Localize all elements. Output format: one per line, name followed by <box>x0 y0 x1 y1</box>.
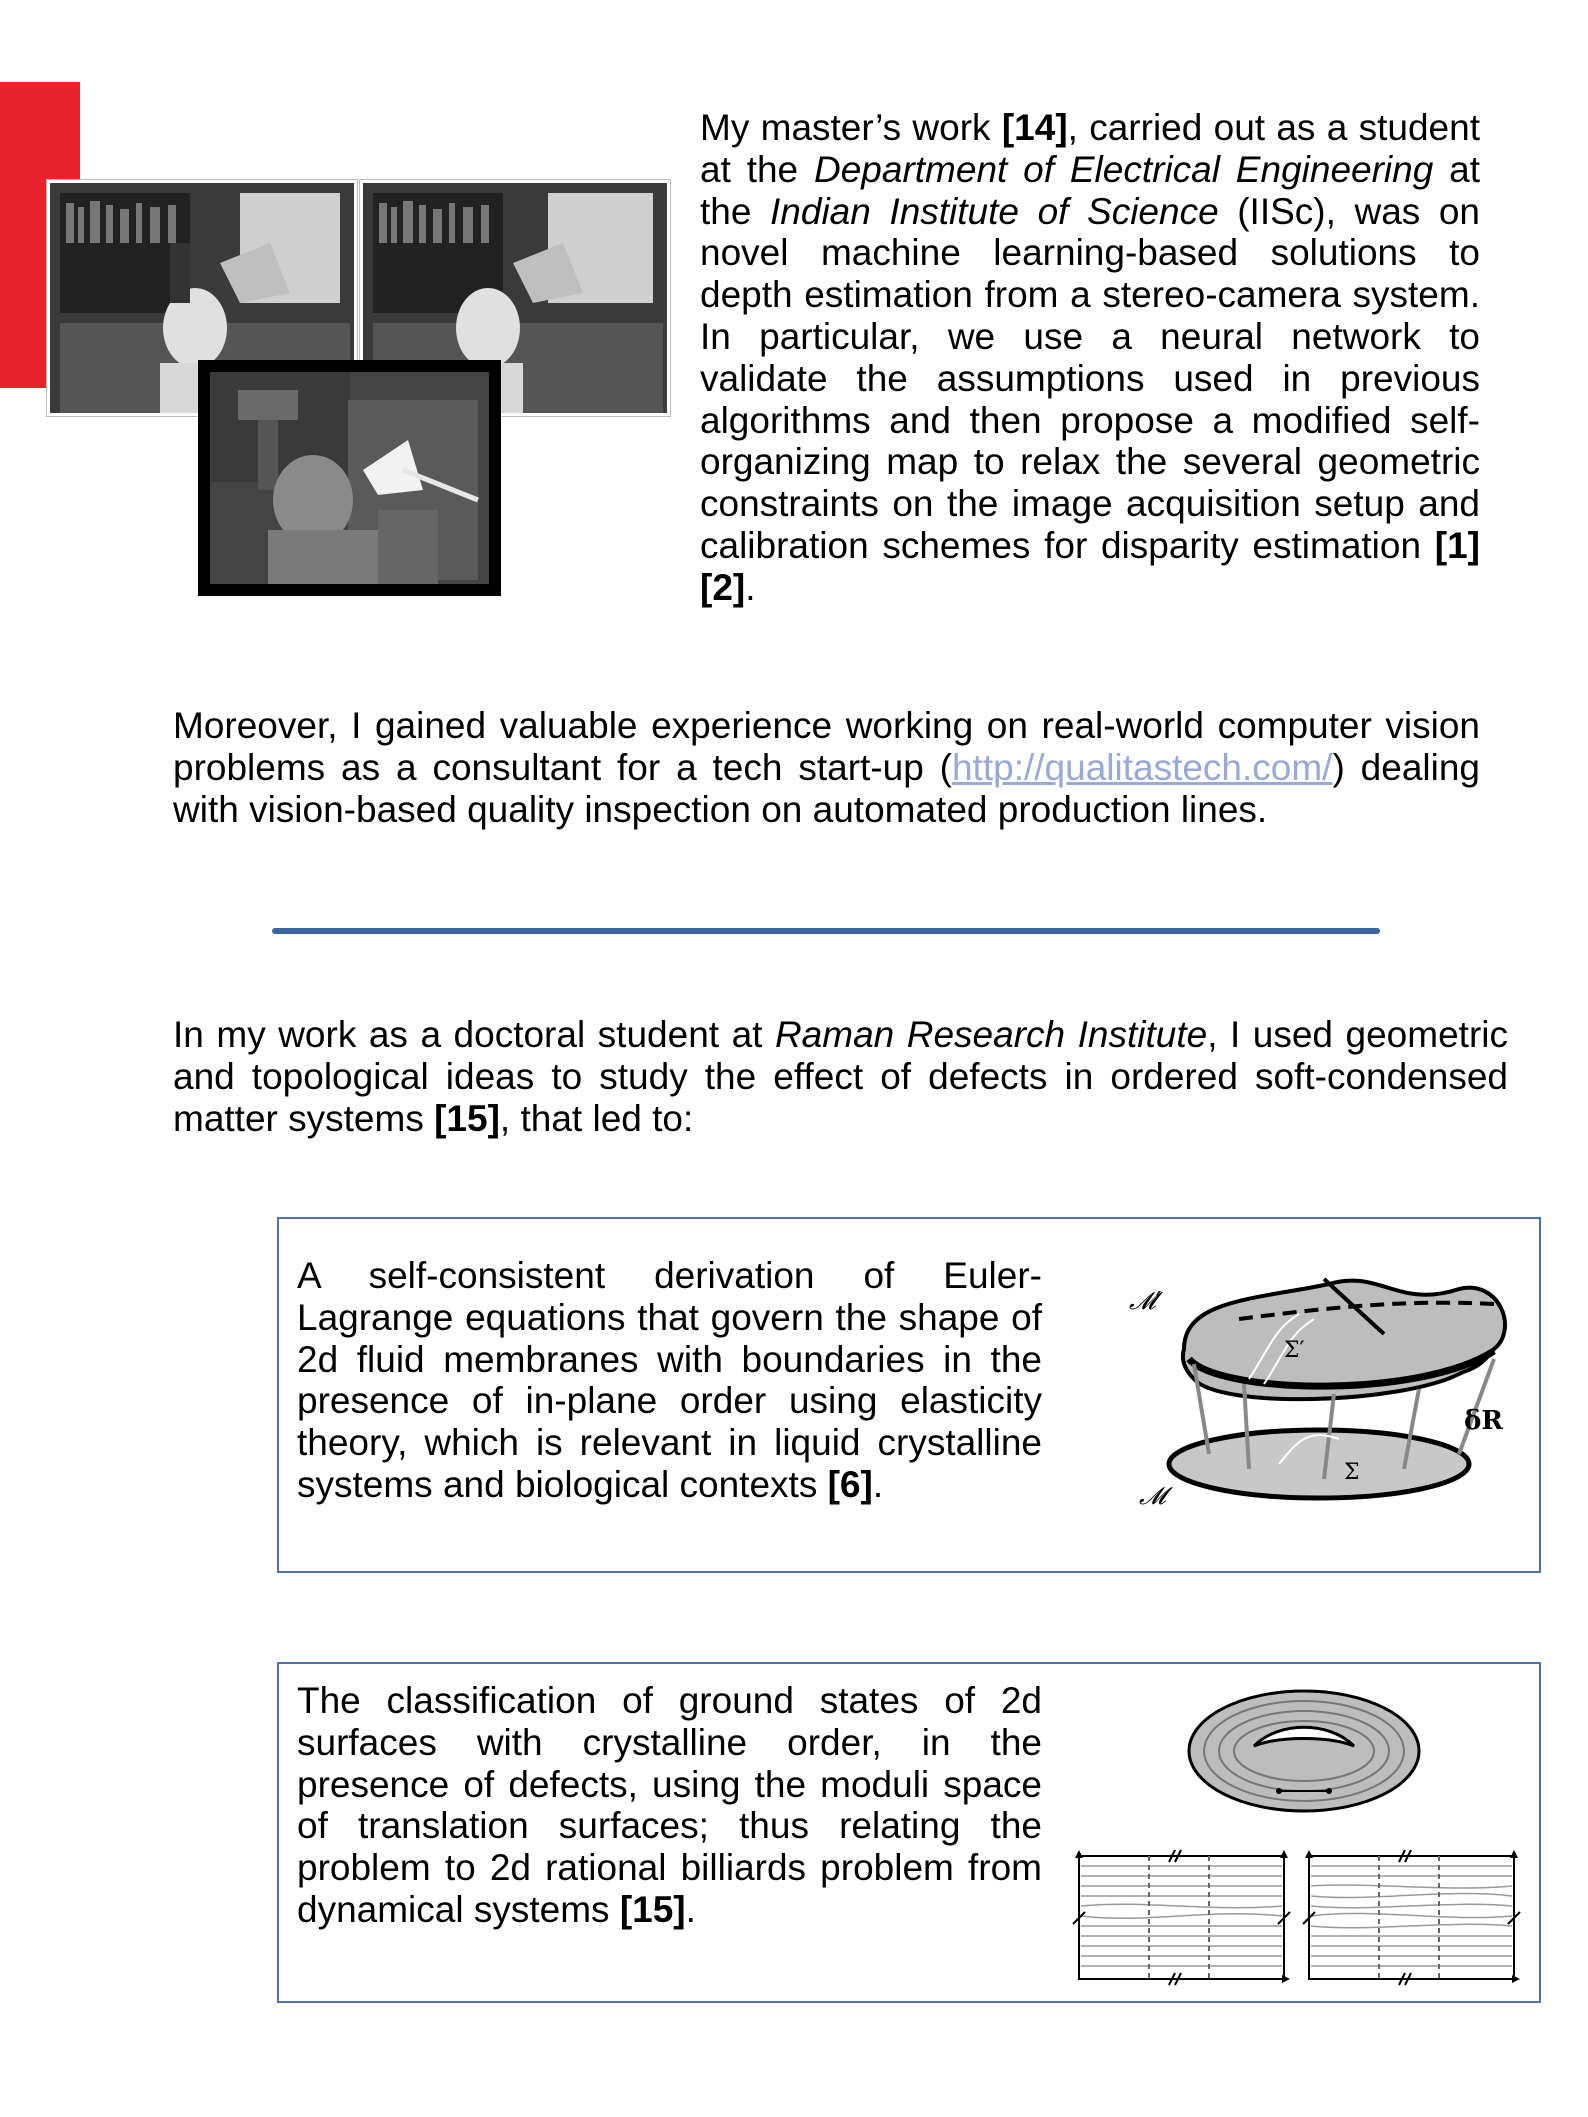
label-delta-r: δR <box>1464 1406 1503 1436</box>
ref-15: [15] <box>434 1097 500 1139</box>
department-name: Department of Electrical Engineering <box>814 148 1434 190</box>
raman-institute-name: Raman Research Institute <box>774 1014 1208 1055</box>
label-m: 𝓜 <box>1139 1482 1166 1510</box>
ref-1-2: [1][2] <box>700 524 1480 608</box>
membrane-result-text: A self-consistent derivation of Euler-Lagrange equations that govern the shape of 2d fluid membranes with boundaries in the presence of in-plane order using elasticity theory, which is relevant in liquid crystalline systems and biological contexts [6]. <box>297 1255 1042 1505</box>
institute-name: Indian Institute of Science <box>770 190 1219 232</box>
label-sigma-prime: Σ′ <box>1284 1338 1305 1363</box>
consultant-paragraph: Moreover, I gained valuable experience working on real-world computer vision problems as a consultant for a tech start-up (http://qualitastech.com/) dealing with vision-based quality inspection on automated production lines. <box>173 705 1480 830</box>
section-divider <box>272 928 1380 934</box>
ground-states-result-box <box>277 1662 1541 2003</box>
label-sigma: Σ <box>1344 1460 1360 1485</box>
ref-6: [6] <box>827 1463 873 1505</box>
ref-14: [14] <box>1001 107 1068 148</box>
label-m-prime: 𝓜′ <box>1129 1287 1162 1315</box>
disparity-map-image <box>198 360 501 596</box>
membrane-result-box <box>277 1217 1541 1573</box>
ground-states-result-text: The classification of ground states of 2d surfaces with crystalline order, in the presence of defects, using the moduli space of translation surfaces; thus relating the problem to 2d rational billiards problem from dynamical systems [15]. <box>297 1680 1042 1930</box>
qualitastech-link[interactable]: http://qualitastech.com/ <box>951 746 1333 788</box>
ref-15-box: [15] <box>619 1888 686 1930</box>
membrane-figure <box>1099 1239 1519 1529</box>
masters-paragraph: My master’s work [14], carried out as a student at the Department of Electrical Engineering at the Indian Institute of Science (IISc), was on novel machine learning-based solutions to depth estimation from a stereo-camera system. In particular, we use a neural network to validate the assumptions used in previous algorithms and then propose a modified self-organizing map to relax the several geometric constraints on the image acquisition setup and calibration schemes for disparity estimation [1][2]. <box>700 107 1481 608</box>
torus-billiards-figure <box>1069 1676 1529 1991</box>
doctoral-paragraph: In my work as a doctoral student at Raman Research Institute, I used geometric and topological ideas to study the effect of defects in ordered soft-condensed matter systems [15], that led to: <box>173 1014 1508 1139</box>
